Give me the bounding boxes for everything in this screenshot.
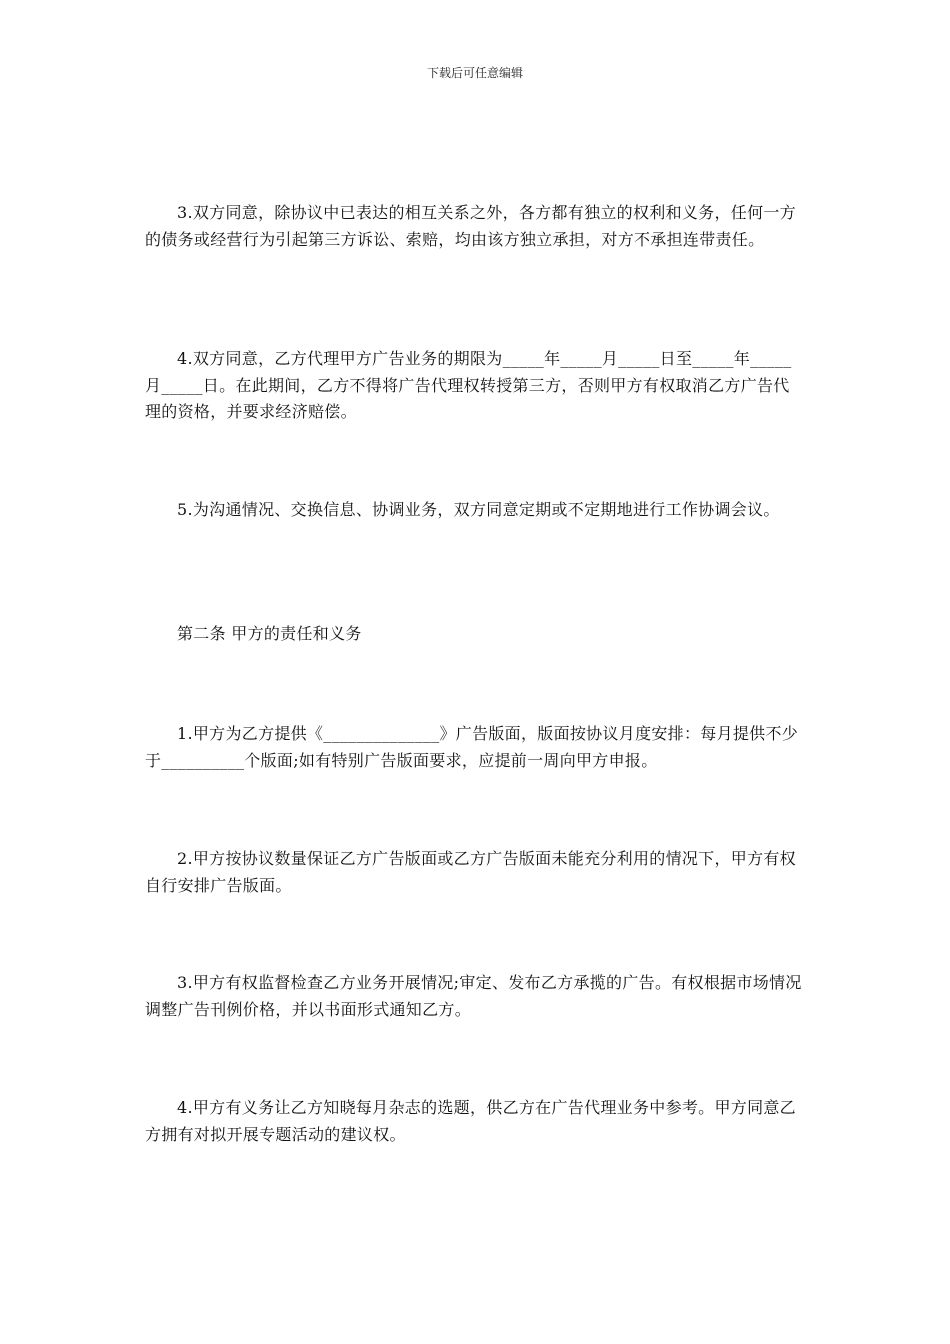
article-2-paragraph-4: 4.甲方有义务让乙方知晓每月杂志的选题，供乙方在广告代理业务中参考。甲方同意乙方拥有对拟开展专题活动的建议权。 — [145, 1098, 796, 1144]
section-heading-article-2: 第二条 甲方的责任和义务 — [177, 624, 362, 643]
clause-paragraph-3: 3.双方同意，除协议中已表达的相互关系之外，各方都有独立的权利和义务，任何一方的债务或经营行为引起第三方诉讼、索赔，均由该方独立承担，对方不承担连带责任。 — [145, 203, 796, 249]
article-2-paragraph-3: 3.甲方有权监督检查乙方业务开展情况;审定、发布乙方承揽的广告。有权根据市场情况调整广告刊例价格，并以书面形式通知乙方。 — [145, 973, 802, 1019]
article-2-paragraph-2: 2.甲方按协议数量保证乙方广告版面或乙方广告版面未能充分利用的情况下，甲方有权自行安排广告版面。 — [145, 849, 796, 895]
clause-paragraph-4: 4.双方同意，乙方代理甲方广告业务的期限为_____年_____月_____日至_____年_____月_____日。在此期间，乙方不得将广告代理权转授第三方，否则甲方有权取消乙方广告代理的资格，并要求经济赔偿。 — [145, 349, 792, 421]
download-editable-note: 下载后可任意编辑 — [426, 66, 523, 80]
article-2-paragraph-1: 1.甲方为乙方提供《______________》广告版面，版面按协议月度安排：每月提供不少于__________个版面;如有特别广告版面要求，应提前一周向甲方申报。 — [145, 724, 799, 770]
clause-paragraph-5: 5.为沟通情况、交换信息、协调业务，双方同意定期或不定期地进行工作协调会议。 — [177, 500, 780, 519]
